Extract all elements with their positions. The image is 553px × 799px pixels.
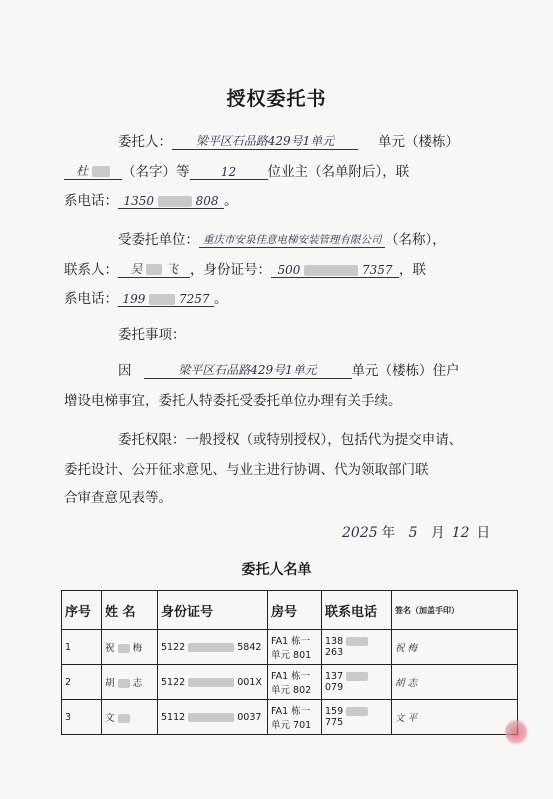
authority-line-3: 合审查意见表等。 [64, 490, 172, 506]
row-no: 3 [62, 700, 102, 735]
redaction-mark [346, 637, 368, 646]
redaction-mark [188, 678, 234, 687]
row-id: 5112 0037 [158, 700, 268, 735]
header-name: 姓 名 [102, 591, 158, 630]
table-row [62, 630, 518, 665]
agent-phone-label: 系电话： [64, 291, 118, 307]
agent-company: 重庆市安泉佳意电梯安装管理有限公司 [199, 232, 385, 248]
matters-line-2: 增设电梯事宜，委托人特委托受委托单位办理有关手续。 [64, 393, 402, 409]
row-no: 2 [62, 665, 102, 700]
principal-roster-table [61, 590, 518, 735]
period: 。 [214, 291, 228, 307]
matters-suffix: 单元（楼栋）住户 [351, 363, 460, 379]
redaction-mark [304, 265, 358, 276]
row-id: 5122 001X [158, 665, 268, 700]
roster-title: 委托人名单 [241, 562, 312, 578]
row-name: 祝 梅 [102, 630, 158, 665]
header-no: 序号 [62, 591, 102, 630]
redaction-mark [346, 707, 368, 716]
matters-line-1 [118, 359, 460, 379]
fingerprint-stamp [505, 718, 527, 746]
table-row [62, 700, 518, 735]
owner-count-suffix: 位业主（名单附后），联 [267, 164, 410, 180]
agent-id-number: 500 7357 [271, 263, 399, 278]
header-room: 房号 [268, 591, 322, 630]
period: 。 [224, 193, 238, 209]
table-row [62, 665, 518, 700]
redaction-mark [149, 294, 175, 305]
date-year: 2025 [342, 525, 378, 541]
row-phone: 137 079 [322, 665, 392, 700]
date-day: 12 [451, 525, 470, 541]
principal-line-1 [118, 130, 459, 150]
contact-label: 联系人： [64, 262, 118, 278]
owner-count: 12 [190, 165, 268, 180]
row-signature: 胡 志 [392, 665, 518, 700]
principal-name: 杜 [64, 162, 122, 180]
agent-company-suffix: （名称）， [385, 232, 446, 248]
row-phone: 159 775 [322, 700, 392, 735]
authority-line-1: 委托权限：一般授权（或特别授权），包括代为提交申请、 [118, 432, 463, 448]
matters-heading: 委托事项： [118, 327, 186, 343]
principal-name-suffix: （名字）等 [122, 164, 190, 180]
agent-label: 受委托单位： [118, 232, 199, 248]
principal-line-3 [64, 189, 238, 209]
principal-phone-label: 系电话： [64, 193, 118, 209]
date-month: 5 [408, 525, 418, 541]
header-signature: 签名（加盖手印） [392, 591, 518, 630]
row-room: FA1 栋一 单元 701 [268, 700, 322, 735]
signing-date [338, 521, 490, 541]
document-title: 授权委托书 [226, 88, 327, 110]
matters-address: 梁平区石品路429号1单元 [144, 361, 352, 379]
redaction-mark [118, 714, 130, 723]
redaction-mark [118, 679, 130, 688]
redaction-mark [146, 264, 162, 275]
redaction-mark [188, 643, 234, 652]
row-room: FA1 栋一 单元 802 [268, 665, 322, 700]
header-phone: 联系电话 [322, 591, 392, 630]
row-name: 文 [102, 700, 158, 735]
row-room: FA1 栋一 单元 801 [268, 630, 322, 665]
agent-line-3 [64, 287, 228, 307]
redaction-mark [188, 713, 234, 722]
year-label: 年 [381, 525, 396, 541]
agent-phone: 199 7257 [118, 292, 214, 307]
contact-name: 吴 飞 [118, 260, 190, 278]
day-label: 日 [476, 525, 491, 541]
row-signature: 文 平 [392, 700, 518, 735]
row-phone: 138 263 [322, 630, 392, 665]
principal-unit-suffix: 单元（楼栋） [378, 134, 459, 150]
row-no: 1 [62, 630, 102, 665]
redaction-mark [118, 644, 130, 653]
matters-prefix: 因 [118, 363, 132, 379]
month-label: 月 [431, 525, 445, 541]
row-signature: 祝 梅 [392, 630, 518, 665]
principal-address: 梁平区石品路429号1单元 [172, 132, 358, 150]
agent-line-2 [64, 258, 426, 278]
redaction-mark [346, 672, 368, 681]
principal-phone: 1350 808 [118, 194, 224, 209]
principal-line-2 [64, 160, 409, 180]
principal-label: 委托人： [118, 134, 172, 150]
authority-line-2: 委托设计、公开征求意见、与业主进行协调、代为领取部门联 [64, 462, 429, 478]
agent-line-1 [118, 228, 446, 248]
row-name: 胡 志 [102, 665, 158, 700]
header-id: 身份证号 [158, 591, 268, 630]
redaction-mark [158, 196, 192, 207]
table-header-row [62, 591, 518, 630]
row-id: 5122 5842 [158, 630, 268, 665]
redaction-mark [92, 166, 110, 177]
id-suffix: ，联 [399, 262, 426, 278]
id-label: ，身份证号： [190, 262, 271, 278]
